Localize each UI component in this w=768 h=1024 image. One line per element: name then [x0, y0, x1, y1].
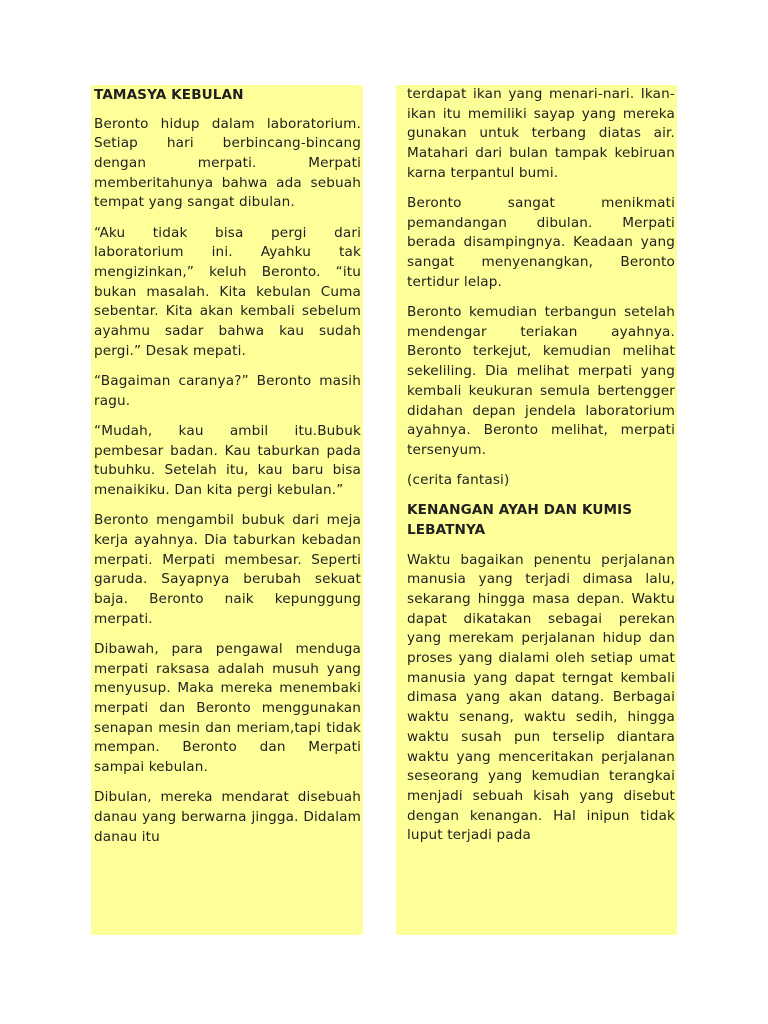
paragraph: Beronto kemudian terbangun setelah mendengar teriakan ayahnya. Beronto terkejut, kemudian melihat sekeliling. Dia melihat merpati yang kembali keukuran semula bertengger didahan depan jendela laboratorium ayahnya. Beronto melihat, merpati tersenyum.: [407, 304, 675, 458]
genre-note: (cerita fantasi): [407, 472, 510, 489]
paragraph: “Bagaiman caranya?” Beronto masih ragu.: [94, 373, 361, 409]
left-column: [91, 85, 363, 935]
paragraph: Beronto sangat menikmati pemandangan dibulan. Merpati berada disampingnya. Keadaan yang sangat menyenangkan, Beronto tertidur lelap.: [407, 195, 675, 290]
paragraph: Beronto mengambil bubuk dari meja kerja ayahnya. Dia taburkan kebadan merpati. Merpati membesar. Seperti garuda. Sayapnya berubah sekuat baja. Beronto naik kepunggung merpati.: [94, 512, 361, 627]
paragraph: Dibulan, mereka mendarat disebuah danau yang berwarna jingga. Didalam danau itu: [94, 789, 361, 845]
paragraph: Beronto hidup dalam laboratorium. Setiap hari berbincang-bincang dengan merpati. Merpati memberitahunya bahwa ada sebuah tempat yang sangat dibulan.: [94, 115, 361, 211]
right-column: [396, 85, 677, 935]
story-title-tamasya-kebulan: TAMASYA KEBULAN: [94, 87, 244, 103]
paragraph: Dibawah, para pengawal menduga merpati raksasa adalah musuh yang menyusup. Maka mereka menembaki merpati dan Beronto menggunakan senapan mesin dan meriam,tapi tidak mempan. Beronto dan Merpati sampai kebulan.: [94, 640, 361, 776]
paragraph: terdapat ikan yang menari-nari. Ikan-ikan itu memiliki sayap yang mereka gunakan untuk terbang diatas air. Matahari dari bulan tampak kebiruan karna terpantul bumi.: [407, 86, 675, 181]
story-title-kenangan-ayah: KENANGAN AYAH DAN KUMIS LEBATNYA: [407, 502, 633, 538]
paragraph: “Aku tidak bisa pergi dari laboratorium ini. Ayahku tak mengizinkan,” keluh Beronto. “itu bukan masalah. Kita kebulan Cuma sebentar. Kita akan kembali sebelum ayahmu sadar bahwa kau sudah pergi.” Desak mepati.: [94, 224, 361, 359]
paragraph: “Mudah, kau ambil itu.Bubuk pembesar badan. Kau taburkan pada tubuhku. Setelah itu, kau baru bisa menaikiku. Dan kita pergi kebulan.”: [94, 422, 361, 499]
paragraph: Waktu bagaikan penentu perjalanan manusia yang terjadi dimasa lalu, sekarang hingga masa depan. Waktu dapat dikatakan sebagai perekan yang merekam perjalanan hidup dan proses yang dialami oleh setiap umat manusia yang dapat terngat kembali dimasa yang akan datang. Berbagai waktu senang, waktu sedih, hingga waktu susah pun terselip diantara waktu yang menceritakan perjalanan seseorang yang kemudian terangkai menjadi sebuah kisah yang disebut dengan kenangan. Hal inipun tidak luput terjadi pada: [407, 551, 675, 844]
